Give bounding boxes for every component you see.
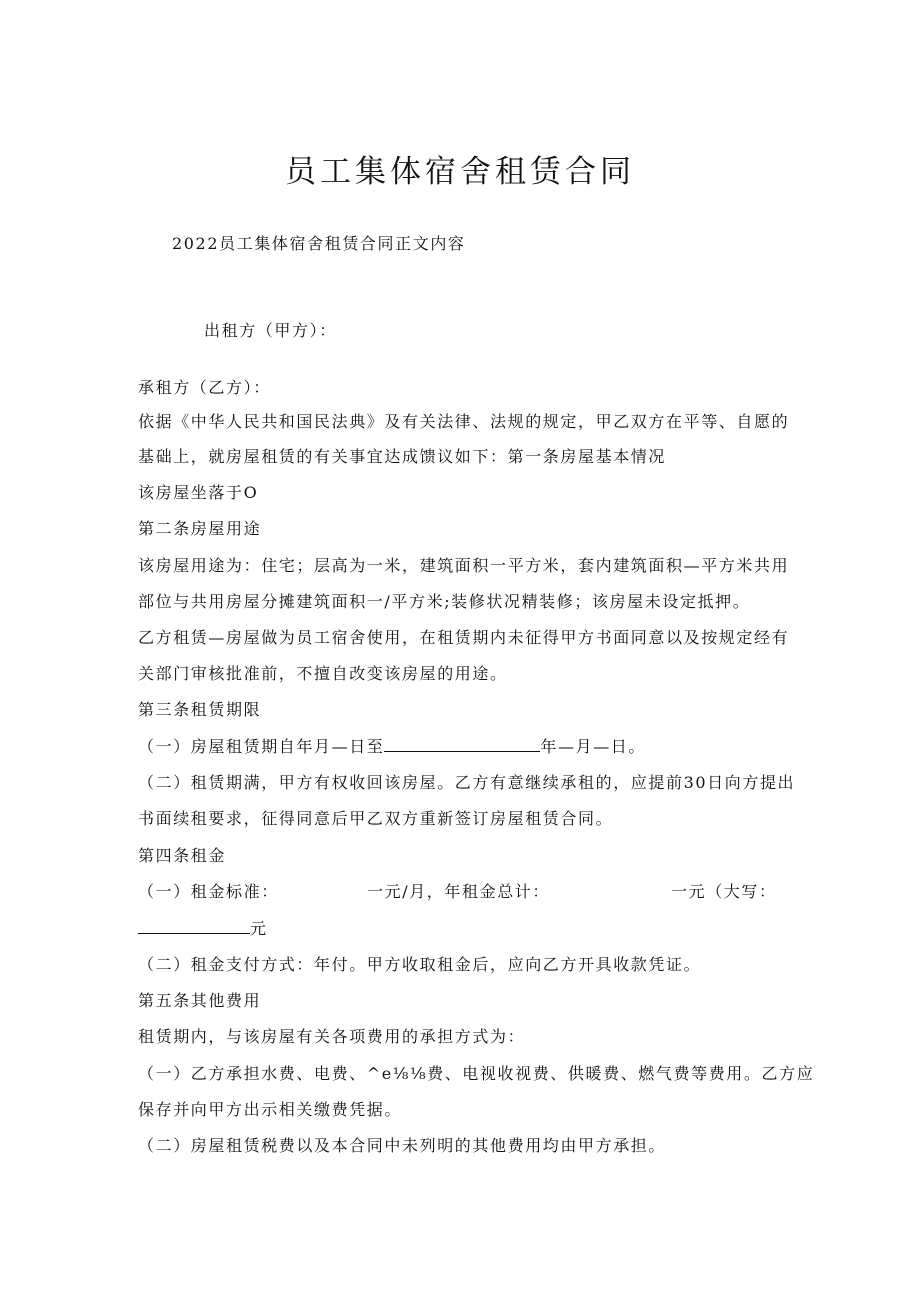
usage-purpose-line-2: 关部门审核批准前，不擅自改变该房屋的用途。 bbox=[138, 664, 508, 683]
fees-clause-2: （二）房屋租赁税费以及本合同中未列明的其他费用均由甲方承担。 bbox=[138, 1136, 667, 1155]
fees-clause-1-line-1: （一）乙方承担水费、电费、^e⅛⅛费、电视收视费、供暖费、燃气费等费用。乙方应 bbox=[138, 1064, 815, 1083]
article-4-heading: 第四条租金 bbox=[138, 846, 227, 865]
term-start-text: （一）房屋租赁期自年月—日至 bbox=[138, 737, 385, 756]
term-end-blank bbox=[384, 737, 540, 752]
document-title: 员工集体宿舍租赁合同 bbox=[285, 154, 635, 190]
term-clause-2-line-1: （二）租赁期满，甲方有权收回该房屋。乙方有意继续承租的，应提前30日向方提出 bbox=[138, 773, 796, 792]
rent-clause-1 bbox=[138, 881, 783, 903]
subtitle: 2022员工集体宿舍租赁合同正文内容 bbox=[172, 234, 466, 253]
term-clause-2-line-2: 书面续租要求，征得同意后甲乙双方重新签订房屋租赁合同。 bbox=[138, 809, 614, 828]
usage-purpose-line-1: 乙方租赁—房屋做为员工宿舍使用，在租赁期内未征得甲方书面同意以及按规定经有 bbox=[138, 628, 790, 647]
usage-line-1: 该房屋用途为：住宅；层高为一米，建筑面积一平方米，套内建筑面积—平方米共用 bbox=[138, 556, 790, 575]
article-3-heading: 第三条租赁期限 bbox=[138, 700, 262, 719]
lessee-label: 承租方（乙方）： bbox=[138, 378, 271, 397]
fees-intro: 租赁期内，与该房屋有关各项费用的承担方式为： bbox=[138, 1027, 526, 1046]
rent-words-blank bbox=[138, 919, 250, 934]
annual-rent-label: 一元/月，年租金总计： bbox=[367, 882, 550, 901]
rent-clause-1-cont bbox=[138, 918, 783, 940]
term-end-text: 年—月—日。 bbox=[540, 737, 647, 756]
usage-line-2: 部位与共用房屋分摊建筑面积一/平方米;装修状况精装修；该房屋未设定抵押。 bbox=[138, 592, 751, 611]
term-clause-1 bbox=[138, 736, 783, 758]
preamble-line-2: 基础上，就房屋租赁的有关事宜达成馈议如下：第一条房屋基本情况 bbox=[138, 447, 667, 466]
preamble-line-1: 依据《中华人民共和国民法典》及有关法律、法规的规定，甲乙双方在平等、自愿的 bbox=[138, 412, 790, 431]
rent-standard-label: （一）租金标准： bbox=[138, 882, 279, 901]
fees-clause-1-line-2: 保存并向甲方出示相关缴费凭据。 bbox=[138, 1100, 403, 1119]
lessor-label: 出租方（甲方）： bbox=[204, 321, 337, 340]
rent-unit: 元 bbox=[250, 919, 268, 938]
article-2-heading: 第二条房屋用途 bbox=[138, 519, 262, 538]
article-5-heading: 第五条其他费用 bbox=[138, 991, 262, 1010]
rent-clause-2: （二）租金支付方式：年付。甲方收取租金后，应向乙方开具收款凭证。 bbox=[138, 955, 702, 974]
rent-in-words-label: 一元（大写： bbox=[671, 882, 777, 901]
property-location: 该房屋坐落于O bbox=[138, 483, 259, 502]
